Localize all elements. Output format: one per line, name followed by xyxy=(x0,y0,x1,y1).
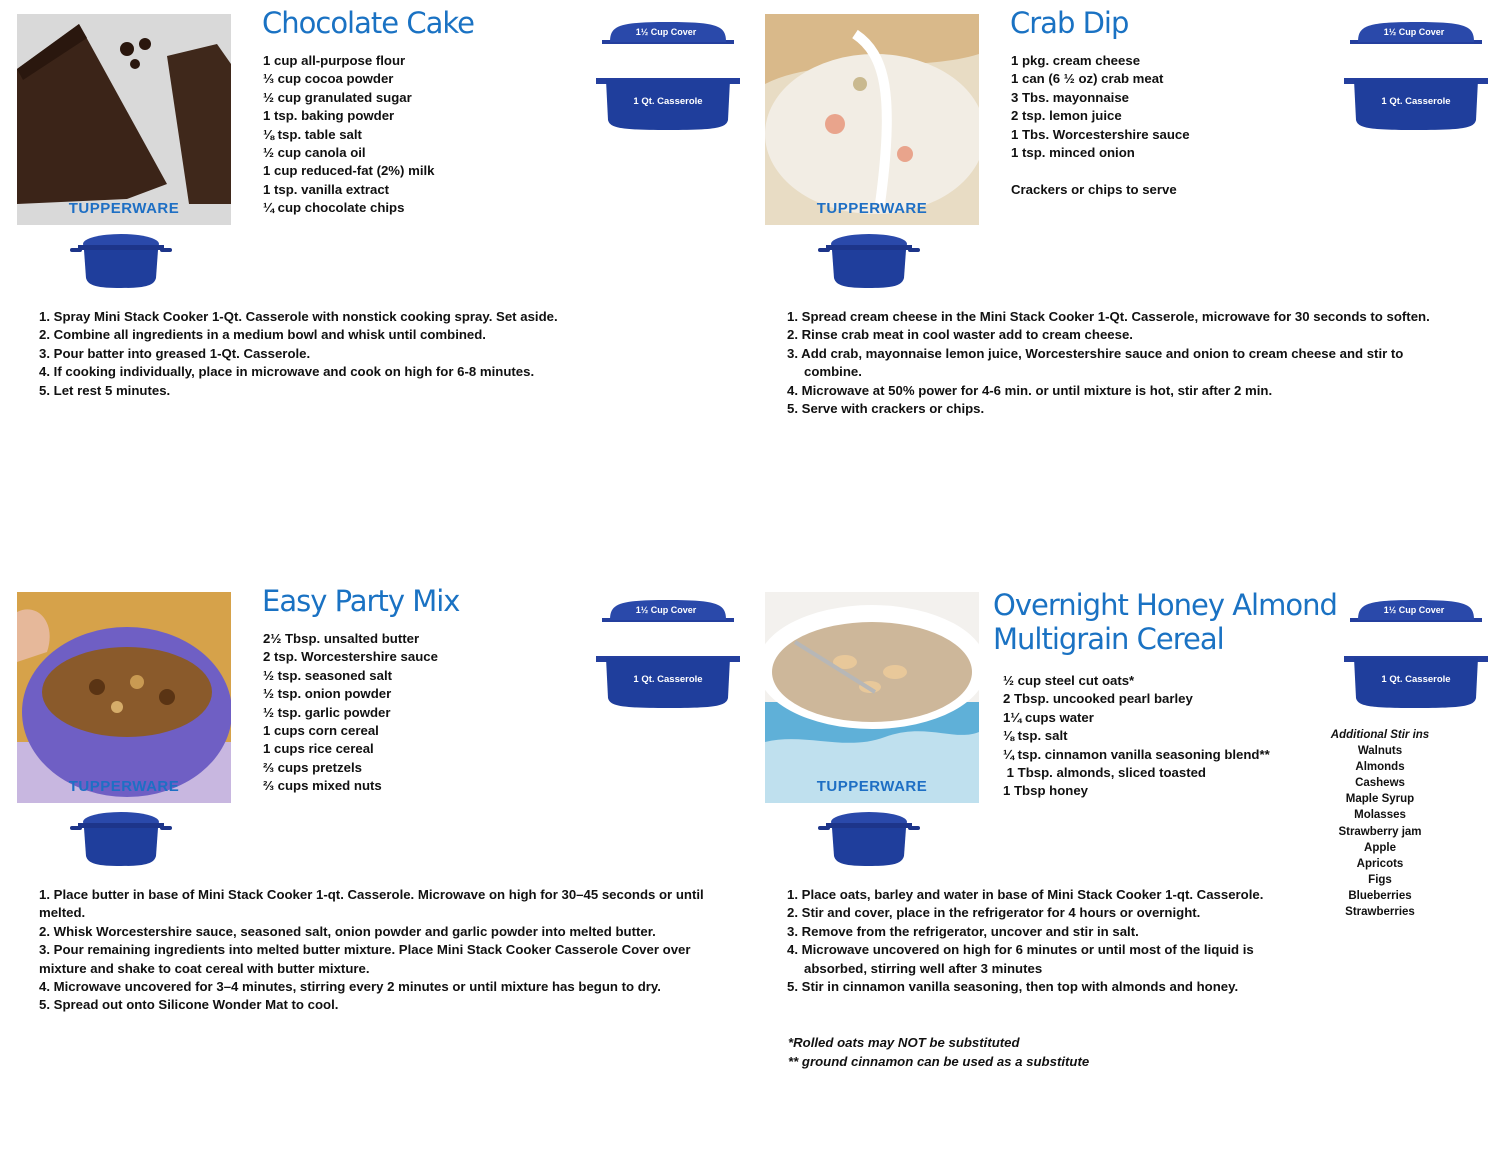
ingredient-item: 1 cups corn cereal xyxy=(263,723,379,739)
stir-ins-heading: Additional Stir ins xyxy=(1330,729,1430,741)
stack-cooker-icon xyxy=(70,232,172,290)
stir-in-item: Apricots xyxy=(1356,857,1404,870)
ingredient-item: ½ tsp. seasoned salt xyxy=(263,667,392,683)
casserole-icon xyxy=(1344,646,1488,710)
casserole-label: 1 Qt. Casserole xyxy=(633,96,703,107)
additional-stir-ins xyxy=(1326,727,1434,920)
party-mix-photo xyxy=(17,592,231,803)
cover-label: 1½ Cup Cover xyxy=(635,27,697,37)
ingredient-item: 1 can (6 ½ oz) crab meat xyxy=(1011,71,1164,87)
ingredient-list xyxy=(1011,52,1190,199)
ingredient-item: ½ cup granulated sugar xyxy=(263,89,412,105)
cover-label: 1½ Cup Cover xyxy=(1383,605,1445,615)
ingredient-item: 1 Tbsp honey xyxy=(1003,783,1088,799)
stir-in-item: Strawberries xyxy=(1345,906,1415,919)
cover-lid-icon xyxy=(1346,596,1486,628)
casserole-icon xyxy=(596,646,740,710)
instruction-list xyxy=(787,886,1277,996)
ingredient-list xyxy=(263,630,438,796)
instruction-step: 5. Let rest 5 minutes. xyxy=(39,382,171,398)
recipe-footnotes xyxy=(788,1033,1089,1071)
instruction-step: 5. Serve with crackers or chips. xyxy=(787,401,985,417)
stir-in-item: Almonds xyxy=(1355,761,1405,774)
recipe-title: Chocolate Cake xyxy=(262,6,474,40)
cover-label: 1½ Cup Cover xyxy=(635,605,697,615)
ingredient-item: ⅔ cups pretzels xyxy=(263,759,362,775)
cereal-photo xyxy=(765,592,979,803)
ingredient-item: 1 tsp. vanilla extract xyxy=(263,181,390,197)
ingredient-item: 1 cup all-purpose flour xyxy=(263,53,406,68)
ingredient-item: 1 Tbsp. almonds, sliced toasted xyxy=(1003,765,1206,781)
ingredient-item: 1 tsp. minced onion xyxy=(1011,145,1135,161)
ingredient-item: 1 cup reduced-fat (2%) milk xyxy=(263,163,435,179)
recipe-title: Crab Dip xyxy=(1010,6,1129,40)
instruction-step: 2. Combine all ingredients in a medium bowl and whisk until combined. xyxy=(39,327,486,343)
instruction-step: 3. Pour remaining ingredients into melted butter mixture. Place Mini Stack Cooker Casserole Cover over mixture and shake to coat cereal with butter mixture. xyxy=(39,942,691,976)
ingredient-item xyxy=(1011,162,1190,180)
tupperware-watermark: TUPPERWARE xyxy=(68,778,180,795)
recipe-card-chocolate-cake xyxy=(0,0,748,578)
title-line-2: Multigrain Cereal xyxy=(993,622,1224,656)
ingredient-item: ½ cup steel cut oats* xyxy=(1003,673,1135,688)
instruction-step: 1. Place butter in base of Mini Stack Cooker 1-qt. Casserole. Microwave on high for 30–45 seconds or until melted. xyxy=(39,887,704,921)
ingredient-item: 1 Tbs. Worcestershire sauce xyxy=(1011,126,1190,142)
stir-ins-list xyxy=(1326,743,1434,920)
casserole-label: 1 Qt. Casserole xyxy=(1381,674,1451,685)
ingredient-item: Crackers or chips to serve xyxy=(1011,181,1177,197)
stir-in-item: Maple Syrup xyxy=(1345,793,1415,806)
instruction-list xyxy=(39,308,719,400)
stir-in-item: Figs xyxy=(1368,873,1392,886)
stir-in-item: Cashews xyxy=(1355,777,1405,790)
casserole-icon xyxy=(1344,68,1488,132)
recipe-title xyxy=(993,588,1337,656)
cover-lid-icon xyxy=(598,596,738,628)
recipe-title: Easy Party Mix xyxy=(262,584,460,618)
recipe-card-crab-dip xyxy=(748,0,1496,578)
ingredient-item: 1¼ cups water xyxy=(1003,709,1094,725)
instruction-step: 1. Spread cream cheese in the Mini Stack Cooker 1-Qt. Casserole, microwave for 30 seconds to soften. xyxy=(787,309,1430,324)
ingredient-item: 2 tsp. Worcestershire sauce xyxy=(263,649,438,665)
instruction-step: 5. Stir in cinnamon vanilla seasoning, then top with almonds and honey. xyxy=(787,979,1239,995)
tupperware-watermark: TUPPERWARE xyxy=(68,200,180,217)
ingredient-item: 1 tsp. baking powder xyxy=(263,108,395,124)
recipe-card-easy-party-mix xyxy=(0,578,748,1156)
stack-cooker-icon xyxy=(818,810,920,868)
ingredient-list xyxy=(263,52,434,218)
ingredient-item: ⅛ tsp. salt xyxy=(1003,728,1068,744)
casserole-label: 1 Qt. Casserole xyxy=(633,674,703,685)
ingredient-item: ¼ tsp. cinnamon vanilla seasoning blend** xyxy=(1003,746,1270,762)
ingredient-item: 2 Tbsp. uncooked pearl barley xyxy=(1003,691,1193,707)
stir-in-item: Walnuts xyxy=(1357,745,1403,758)
instruction-step: 4. Microwave uncovered for 3–4 minutes, stirring every 2 minutes or until mixture has begun to dry. xyxy=(39,979,661,995)
instruction-step: 1. Place oats, barley and water in base of Mini Stack Cooker 1-qt. Casserole. xyxy=(787,887,1264,902)
ingredient-item: ½ tsp. onion powder xyxy=(263,686,392,702)
crab-dip-photo xyxy=(765,14,979,225)
ingredient-item: ⅔ cups mixed nuts xyxy=(263,778,382,794)
ingredient-item: 1 pkg. cream cheese xyxy=(1011,53,1141,68)
footnote: *Rolled oats may NOT be substituted xyxy=(788,1035,1020,1050)
ingredient-item: 2½ Tbsp. unsalted butter xyxy=(263,631,420,646)
tupperware-watermark: TUPPERWARE xyxy=(816,778,928,795)
instruction-step: 2. Rinse crab meat in cool waster add to cream cheese. xyxy=(787,327,1133,343)
instruction-step: 4. Microwave uncovered on high for 6 minutes or until most of the liquid is absorbed, stirring well after 3 minutes xyxy=(787,942,1254,976)
instruction-list xyxy=(39,886,719,1015)
cover-lid-icon xyxy=(598,18,738,50)
cover-lid-icon xyxy=(1346,18,1486,50)
tupperware-watermark: TUPPERWARE xyxy=(816,200,928,217)
stack-cooker-icon xyxy=(818,232,920,290)
instruction-step: 2. Whisk Worcestershire sauce, seasoned salt, onion powder and garlic powder into melted butter. xyxy=(39,923,656,939)
stir-in-item: Strawberry jam xyxy=(1338,825,1422,838)
instruction-step: 4. If cooking individually, place in microwave and cook on high for 6-8 minutes. xyxy=(39,364,535,380)
title-line-1: Overnight Honey Almond xyxy=(993,588,1337,622)
footnote: ** ground cinnamon can be used as a substitute xyxy=(788,1054,1090,1069)
stir-in-item: Apple xyxy=(1364,841,1396,854)
instruction-step: 3. Pour batter into greased 1-Qt. Casserole. xyxy=(39,345,311,361)
ingredient-item: ⅓ cup cocoa powder xyxy=(263,71,394,87)
instruction-step: 5. Spread out onto Silicone Wonder Mat to cool. xyxy=(39,997,339,1013)
instruction-step: 1. Spray Mini Stack Cooker 1-Qt. Casserole with nonstick cooking spray. Set aside. xyxy=(39,309,558,324)
ingredient-item: ⅛ tsp. table salt xyxy=(263,126,362,142)
ingredient-item: 3 Tbs. mayonnaise xyxy=(1011,89,1129,105)
stir-in-item: Molasses xyxy=(1354,809,1406,822)
stir-in-item: Blueberries xyxy=(1348,889,1412,902)
instruction-list xyxy=(787,308,1437,418)
casserole-label: 1 Qt. Casserole xyxy=(1381,96,1451,107)
instruction-step: 3. Add crab, mayonnaise lemon juice, Worcestershire sauce and onion to cream cheese and stir to combine. xyxy=(787,345,1404,380)
ingredient-item: 2 tsp. lemon juice xyxy=(1011,108,1122,124)
instruction-step: 2. Stir and cover, place in the refrigerator for 4 hours or overnight. xyxy=(787,905,1201,921)
instruction-step: 3. Remove from the refrigerator, uncover and stir in salt. xyxy=(787,923,1139,939)
ingredient-item: ¼ cup chocolate chips xyxy=(263,200,405,216)
cover-label: 1½ Cup Cover xyxy=(1383,27,1445,37)
instruction-step: 4. Microwave at 50% power for 4-6 min. or until mixture is hot, stir after 2 min. xyxy=(787,382,1273,398)
ingredient-item: ½ tsp. garlic powder xyxy=(263,704,391,720)
ingredient-item: ½ cup canola oil xyxy=(263,145,366,161)
ingredient-list xyxy=(1003,672,1270,801)
ingredient-item: 1 cups rice cereal xyxy=(263,741,374,757)
chocolate-cake-photo xyxy=(17,14,231,225)
stack-cooker-icon xyxy=(70,810,172,868)
casserole-icon xyxy=(596,68,740,132)
